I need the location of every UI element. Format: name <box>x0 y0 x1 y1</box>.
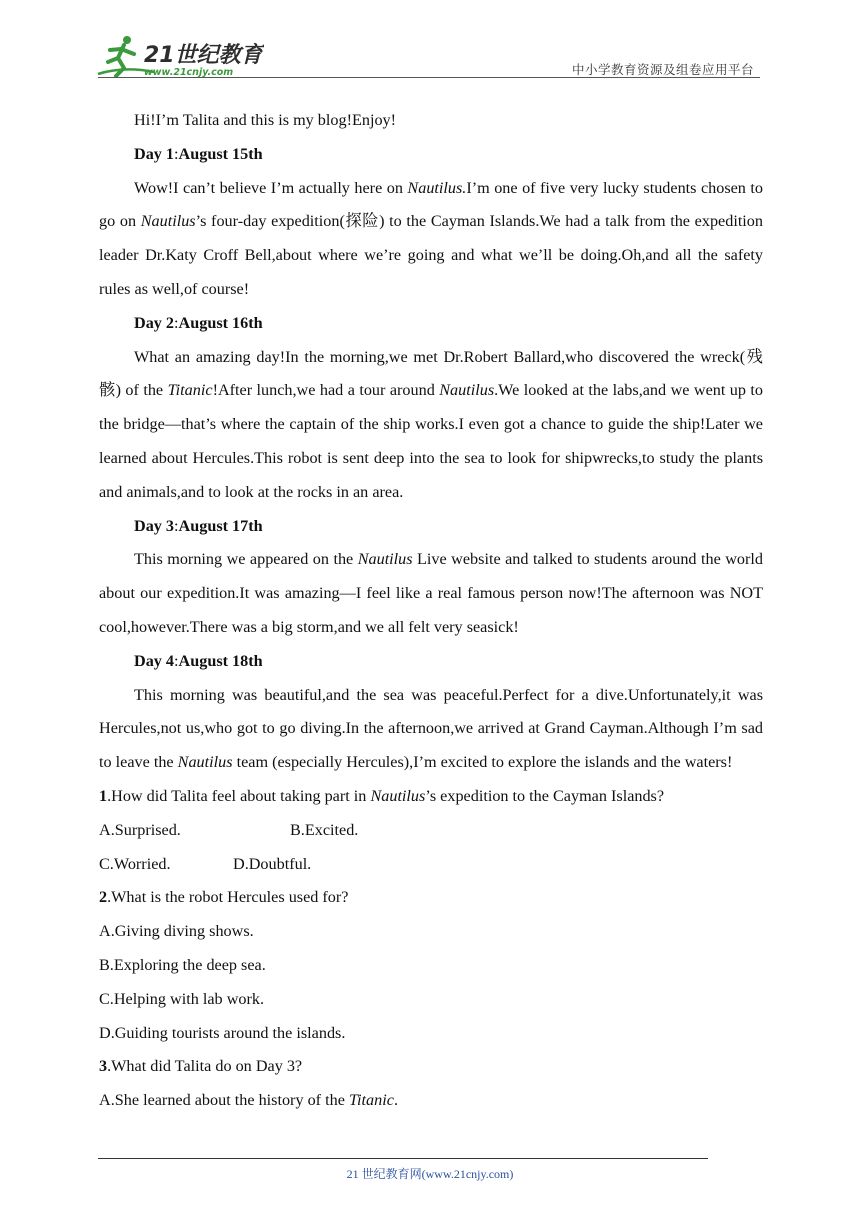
day-3-heading: Day 3:August 17th <box>134 516 263 535</box>
option-d[interactable]: D.Guiding tourists around the islands. <box>99 1023 346 1042</box>
italic-run: Titanic <box>167 381 213 400</box>
day-4-heading: Day 4:August 18th <box>134 651 263 670</box>
day-2-heading: Day 2:August 16th <box>134 313 263 332</box>
text-run: team (especially Hercules),I’m excited to explore the islands and the waters! <box>232 753 733 772</box>
question-2-stem <box>99 881 763 915</box>
text-run: Live website and talked to students around the world about our expedition.It was amazing—I feel like a real famous person now!The afternoon was NOT cool,however.There was a big storm,and we all felt very seasick! <box>99 550 763 636</box>
site-logo <box>94 32 264 80</box>
text-run: .We looked at the labs,and we went up to the bridge—that’s where the captain of the ship works.I even got a chance to guide the ship!Later we learned about Hercules.This robot is sent deep into the sea to look for shipwrecks,to study the plants and animals,and to look at the rocks in an area. <box>99 381 764 501</box>
day-4-paragraph <box>99 679 763 780</box>
day-label: Day 3 <box>134 516 175 535</box>
day-label: Day 1 <box>134 144 175 163</box>
text-run: I’m one of five very lucky students chosen to go on <box>99 178 763 231</box>
blog-intro: Hi!I’m Talita and this is my blog!Enjoy! <box>134 111 397 129</box>
question-3-stem <box>99 1050 763 1084</box>
option-a[interactable]: A.Giving diving shows. <box>99 922 254 941</box>
option-a[interactable]: A.Surprised. <box>99 820 181 839</box>
day-label: Day 4 <box>134 651 175 670</box>
logo-url-text: www.21cnjy.com <box>144 67 234 78</box>
footer-divider <box>98 1158 708 1159</box>
option-c[interactable]: C.Helping with lab work. <box>99 989 265 1008</box>
question-1-stem <box>99 780 763 814</box>
question-1-options-cd <box>99 848 763 882</box>
day-3-paragraph <box>99 543 763 644</box>
day-label: Day 2 <box>134 313 175 332</box>
option-b[interactable]: B.Exploring the deep sea. <box>99 955 266 974</box>
day-2-paragraph <box>99 341 763 510</box>
document-body <box>99 104 763 1118</box>
text-run: .How did Talita feel about taking part in <box>107 786 371 805</box>
day-date: August 16th <box>178 313 263 332</box>
question-1-options-ab <box>99 814 763 848</box>
question-number: 2 <box>99 888 108 907</box>
runner-logo-icon <box>94 32 264 80</box>
day-1-heading: Day 1:August 15th <box>134 144 263 163</box>
text-run: This morning was beautiful,and the sea was peaceful.Perfect for a dive.Unfortunately,it was Hercules,not us,who got to go diving.In the afternoon,we arrived at Grand Cayman.Although I’m sad to leave the <box>99 685 763 772</box>
text-run: Wow!I can’t believe I’m actually here on <box>134 178 408 197</box>
italic-run: Nautilus <box>357 550 413 569</box>
text-run: !After lunch,we had a tour around <box>212 381 440 400</box>
italic-run: Nautilus <box>439 381 495 400</box>
day-date: August 17th <box>178 516 263 535</box>
text-run: .What is the robot Hercules used for? <box>107 888 349 907</box>
option-d[interactable]: D.Doubtful. <box>233 854 312 873</box>
text-run: A.She learned about the history of the <box>99 1091 349 1110</box>
option-a[interactable] <box>99 1084 763 1118</box>
logo-main-text: 21世纪教育 <box>144 43 263 68</box>
italic-run: Titanic <box>348 1091 394 1110</box>
day-1-paragraph <box>99 172 763 307</box>
question-number: 1 <box>99 786 108 805</box>
italic-run: Nautilus. <box>407 178 467 197</box>
italic-run: Nautilus <box>177 753 233 772</box>
text-run: What an amazing day!In the morning,we met Dr.Robert Ballard,who discovered the wreck(残骸) of the <box>99 347 763 400</box>
footer-text: 21 世纪教育网(www.21cnjy.com) <box>346 1167 514 1181</box>
question-number: 3 <box>99 1057 108 1076</box>
text-run: . <box>393 1091 398 1110</box>
header-platform-text: 中小学教育资源及组卷应用平台 <box>572 62 755 77</box>
italic-run: Nautilus <box>140 212 196 231</box>
day-date: August 18th <box>178 651 263 670</box>
text-run: This morning we appeared on the <box>134 550 358 569</box>
text-run: .What did Talita do on Day 3? <box>107 1057 303 1076</box>
text-run: ’s four-day expedition(探险) to the Cayman Islands.We had a talk from the expedition leader Dr.Katy Croff Bell,about where we’re going and what we’ll be doing.Oh,and all the safety rules as well,of course! <box>99 212 763 298</box>
day-date: August 15th <box>178 144 263 163</box>
italic-run: Nautilus <box>370 786 426 805</box>
header-divider <box>98 77 760 78</box>
option-b[interactable]: B.Excited. <box>290 820 359 839</box>
text-run: ’s expedition to the Cayman Islands? <box>425 786 665 805</box>
option-c[interactable]: C.Worried. <box>99 854 171 873</box>
